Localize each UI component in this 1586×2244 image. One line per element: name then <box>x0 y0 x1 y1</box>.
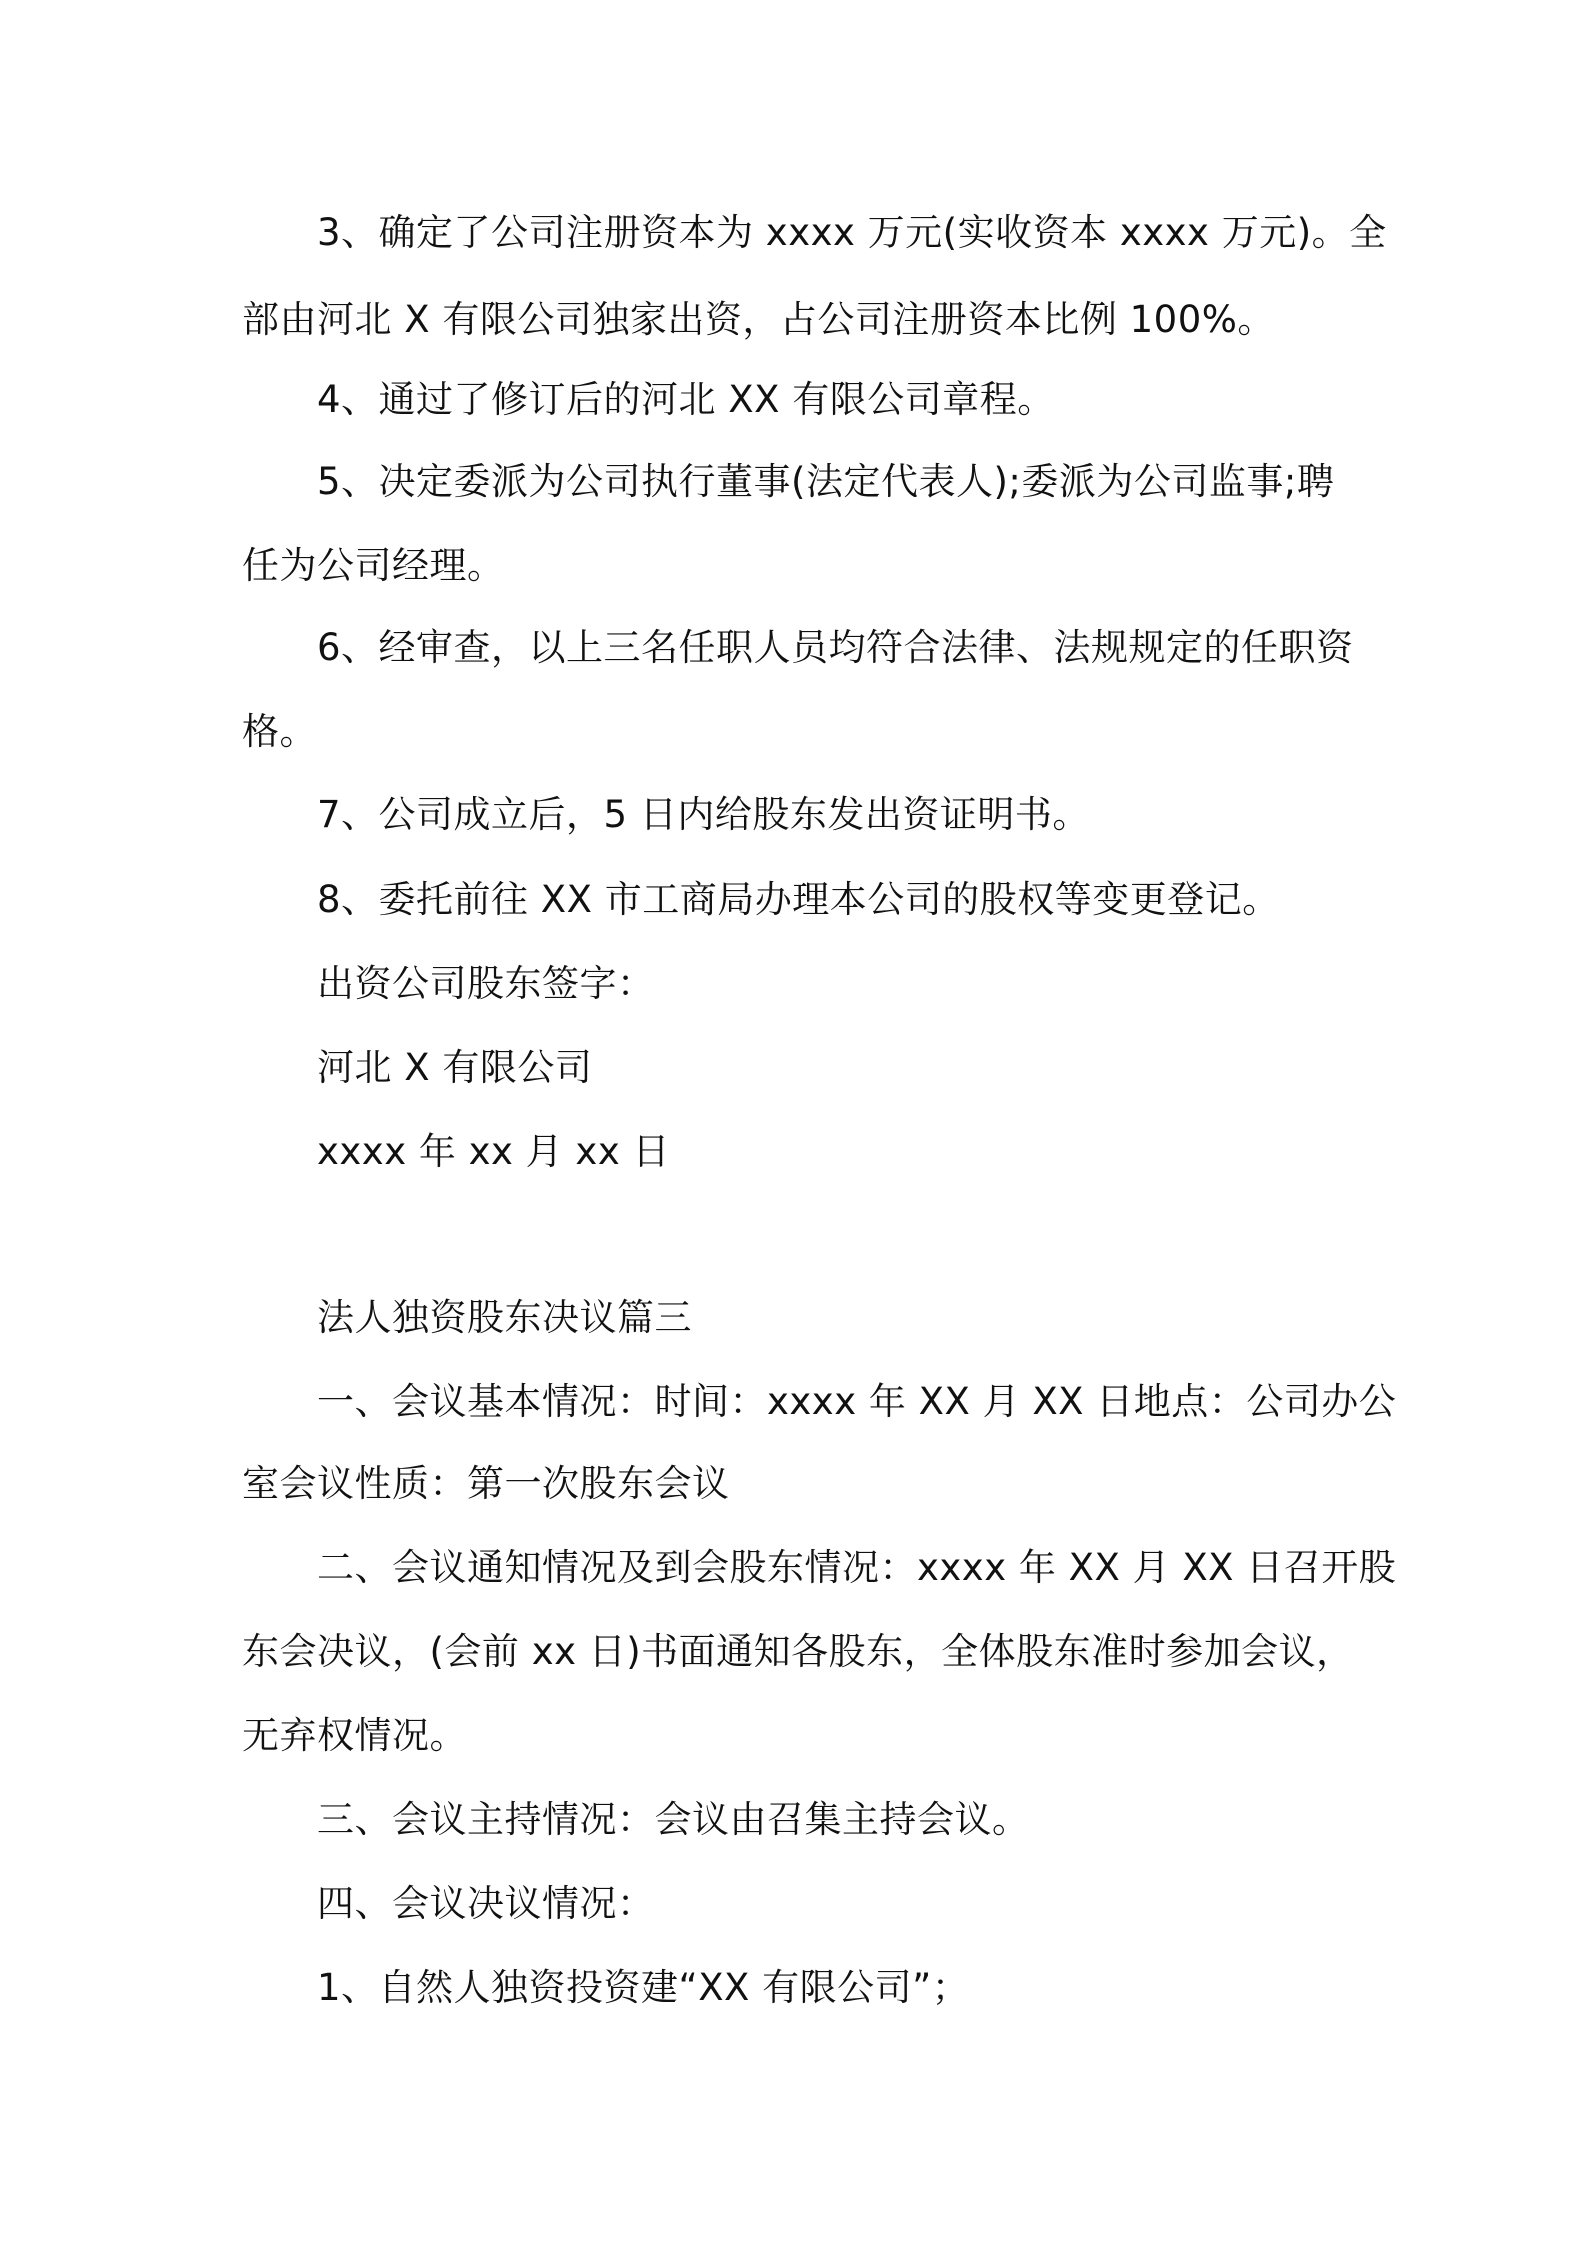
signature-date: xxxx 年 xx 月 xx 日 <box>317 1130 670 1173</box>
paragraph-line: 3、确定了公司注册资本为 xxxx 万元(实收资本 xxxx 万元)。全 <box>317 211 1387 254</box>
paragraph-line: 无弃权情况。 <box>242 1714 467 1757</box>
paragraph-line: 三、会议主持情况：会议由召集主持会议。 <box>317 1798 1030 1841</box>
paragraph-line: 5、决定委派为公司执行董事(法定代表人);委派为公司监事;聘 <box>317 460 1335 503</box>
paragraph-line: 6、经审查，以上三名任职人员均符合法律、法规规定的任职资 <box>317 626 1354 669</box>
paragraph-line: 任为公司经理。 <box>242 544 505 587</box>
section-heading: 法人独资股东决议篇三 <box>317 1296 692 1339</box>
paragraph-line: 4、通过了修订后的河北 XX 有限公司章程。 <box>317 378 1055 421</box>
company-name: 河北 X 有限公司 <box>317 1046 593 1089</box>
paragraph-line: 室会议性质：第一次股东会议 <box>242 1462 730 1505</box>
paragraph-line: 8、委托前往 XX 市工商局办理本公司的股权等变更登记。 <box>317 878 1280 921</box>
signature-label: 出资公司股东签字： <box>317 962 655 1005</box>
paragraph-line: 一、会议基本情况：时间：xxxx 年 XX 月 XX 日地点：公司办公 <box>317 1380 1397 1423</box>
paragraph-line: 1、自然人独资投资建“XX 有限公司”； <box>317 1966 970 2009</box>
paragraph-line: 部由河北 X 有限公司独家出资，占公司注册资本比例 100%。 <box>242 298 1275 341</box>
paragraph-line: 四、会议决议情况： <box>317 1882 655 1925</box>
paragraph-line: 格。 <box>242 710 317 753</box>
paragraph-line: 7、公司成立后，5 日内给股东发出资证明书。 <box>317 793 1090 836</box>
paragraph-line: 东会决议，(会前 xx 日)书面通知各股东，全体股东准时参加会议， <box>242 1630 1354 1673</box>
paragraph-line: 二、会议通知情况及到会股东情况：xxxx 年 XX 月 XX 日召开股 <box>317 1546 1397 1589</box>
